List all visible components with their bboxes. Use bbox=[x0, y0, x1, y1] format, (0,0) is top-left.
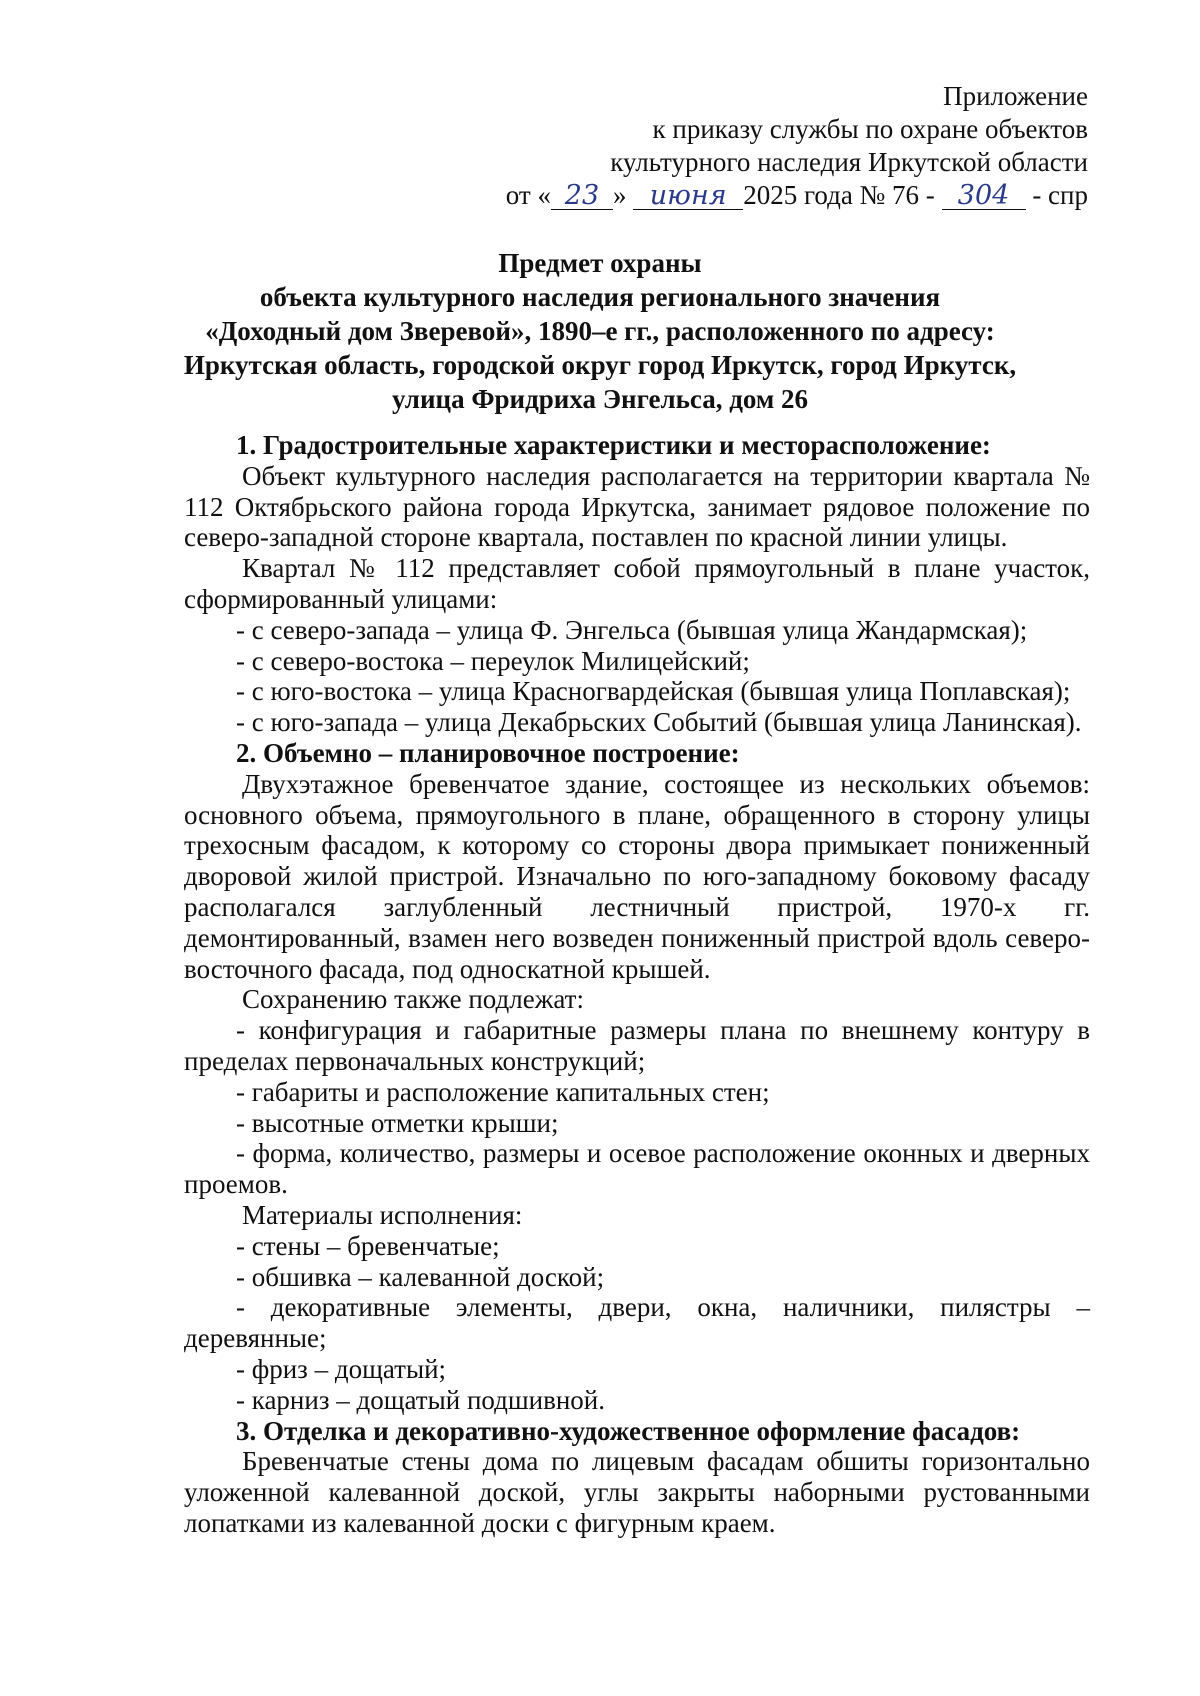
title-line-1: Предмет охраны bbox=[498, 248, 702, 278]
preserve-item: - форма, количество, размеры и осевое расположение оконных и дверных проемов. bbox=[184, 1138, 1090, 1200]
preserve-item: - конфигурация и габаритные размеры плана по внешнему контуру в пределах первоначальных конструкций; bbox=[184, 1015, 1090, 1076]
date-prefix: от « bbox=[505, 180, 551, 210]
section-2-paragraph-1: Двухэтажное бревенчатое здание, состоящее из нескольких объемов: основного объема, прямоугольного в плане, обращенного в сторону улицы трехосным фасадом, к которому со стороны двора примыкает пониженный дворовой жилой пристрой. Изначально по юго-западному боковому фасаду располагался заглубленный лестничный пристрой, 1970-х гг. демонтированный, взамен него возведен пониженный пристрой вдоль северо-восточного фасада, под односкатной крышей. bbox=[184, 768, 1090, 984]
material-item: - декоративные элементы, двери, окна, наличники, пилястры – деревянные; bbox=[184, 1292, 1090, 1354]
materials-intro: Материалы исполнения: bbox=[242, 1199, 523, 1230]
appendix-date-line bbox=[506, 179, 1088, 212]
preserve-intro: Сохранению также подлежат: bbox=[242, 984, 584, 1015]
section-2-heading: 2. Объемно – планировочное построение: bbox=[236, 737, 740, 768]
handwritten-month: июня bbox=[633, 183, 743, 210]
section-1-paragraph-1: Объект культурного наследия располагается на территории квартала № 112 Октябрьского района города Иркутска, занимает рядовое положение по северо-западной стороне квартала, поставлен по красной линии улицы. bbox=[184, 460, 1090, 553]
title-line-3: «Доходный дом Зверевой», 1890–е гг., расположенного по адресу: bbox=[205, 316, 995, 346]
street-item: - с северо-востока – переулок Милицейский; bbox=[236, 645, 750, 676]
appendix-title: Приложение bbox=[943, 81, 1088, 111]
section-3-paragraph-1: Бревенчатые стены дома по лицевым фасадам обшиты горизонтально уложенной калеванной доской, углы закрыты наборными рустованными лопатками из калеванной доски с фигурным краем. bbox=[184, 1446, 1090, 1538]
date-year: 2025 года № 76 - bbox=[743, 180, 935, 210]
preserve-item: - высотные отметки крыши; bbox=[236, 1107, 559, 1138]
handwritten-day: 23 bbox=[551, 183, 613, 210]
date-mid: » bbox=[612, 180, 627, 210]
preserve-item: - габариты и расположение капитальных стен; bbox=[236, 1076, 770, 1107]
material-item: - обшивка – калеванной доской; bbox=[236, 1261, 605, 1292]
handwritten-order-number: 304 bbox=[942, 183, 1026, 210]
material-item: - фриз – дощатый; bbox=[236, 1353, 447, 1384]
title-line-2: объекта культурного наследия регионального значения bbox=[259, 282, 941, 312]
title-line-4: Иркутская область, городской округ город Иркутск, город Иркутск, bbox=[183, 350, 1017, 380]
section-3-heading: 3. Отделка и декоративно-художественное оформление фасадов: bbox=[236, 1415, 1021, 1446]
street-item: - с юго-запада – улица Декабрьских Событий (бывшая улица Ланинская). bbox=[236, 707, 1082, 738]
material-item: - карниз – дощатый подшивной. bbox=[236, 1384, 605, 1415]
title-line-5: улица Фридриха Энгельса, дом 26 bbox=[391, 384, 808, 414]
section-1-heading: 1. Градостроительные характеристики и месторасположение: bbox=[236, 430, 991, 460]
document-title bbox=[0, 246, 1200, 416]
street-item: - с юго-востока – улица Красногвардейская (бывшая улица Поплавская); bbox=[236, 676, 1071, 707]
document-body bbox=[184, 430, 1090, 1539]
appendix-header bbox=[506, 80, 1088, 212]
material-item: - стены – бревенчатые; bbox=[236, 1230, 500, 1261]
appendix-agency-line: культурного наследия Иркутской области bbox=[610, 147, 1088, 177]
appendix-order-line: к приказу службы по охране объектов bbox=[652, 114, 1088, 144]
section-1-paragraph-2: Квартал № 112 представляет собой прямоугольный в плане участок, сформированный улицами: bbox=[184, 553, 1090, 614]
order-suffix: - спр bbox=[1032, 180, 1088, 210]
street-item: - с северо-запада – улица Ф. Энгельса (бывшая улица Жандармская); bbox=[236, 614, 1028, 645]
